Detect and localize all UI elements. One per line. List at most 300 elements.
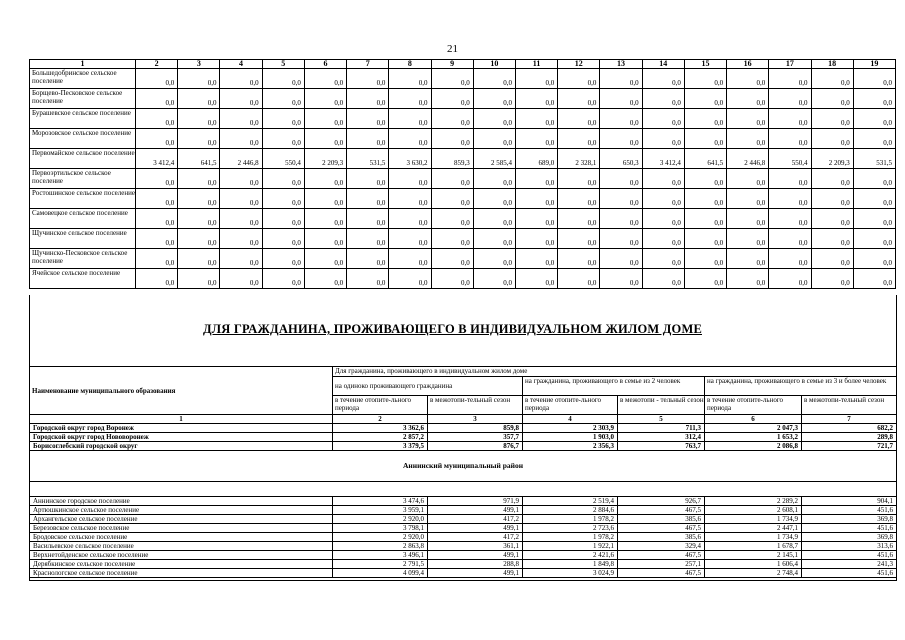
row-value: 650,3	[600, 149, 642, 169]
row-value: 1 978,2	[523, 533, 618, 542]
family3-header: на гражданина, проживающего в семье из 3 и более человек	[705, 377, 897, 396]
nonheating-header: в межотопи - тельный сезон	[618, 396, 705, 415]
row-value: 0,0	[853, 89, 895, 109]
row-value: 0,0	[558, 209, 600, 229]
row-value: 0,0	[389, 69, 431, 89]
row-value: 0,0	[136, 229, 178, 249]
row-value: 0,0	[558, 189, 600, 209]
row-value: 2 791,5	[333, 560, 428, 569]
row-value: 0,0	[558, 69, 600, 89]
table-row	[30, 524, 897, 533]
row-name: Краснологское сельское поселение	[30, 569, 333, 578]
row-value: 0,0	[515, 129, 557, 149]
row-value: 0,0	[811, 229, 853, 249]
row-value: 0,0	[769, 69, 811, 89]
row-value: 0,0	[600, 89, 642, 109]
family2-header: на гражданина, проживающего в семье из 2 человек	[523, 377, 705, 396]
row-value: 904,1	[802, 497, 897, 506]
table-row	[30, 442, 897, 451]
row-value: 0,0	[262, 109, 304, 129]
row-value: 0,0	[600, 229, 642, 249]
row-value: 0,0	[642, 209, 684, 229]
row-value: 0,0	[473, 89, 515, 109]
table-row	[30, 551, 897, 560]
column-number: 1	[30, 60, 136, 69]
row-value: 0,0	[178, 269, 220, 289]
row-name: Архангельское сельское поселение	[30, 515, 333, 524]
row-value: 0,0	[853, 189, 895, 209]
column-number: 7	[802, 415, 897, 424]
row-name: Васильевское сельское поселение	[30, 542, 333, 551]
row-name: Первомайское сельское поселение	[30, 149, 136, 169]
row-value: 0,0	[389, 269, 431, 289]
row-value: 0,0	[220, 229, 262, 249]
row-value: 0,0	[347, 89, 389, 109]
row-value: 0,0	[347, 209, 389, 229]
column-number: 4	[220, 60, 262, 69]
row-value: 0,0	[558, 169, 600, 189]
row-value: 2 356,3	[523, 442, 618, 451]
column-number: 7	[347, 60, 389, 69]
row-value: 241,3	[802, 560, 897, 569]
column-number: 13	[600, 60, 642, 69]
row-value: 0,0	[642, 229, 684, 249]
row-value: 0,0	[347, 189, 389, 209]
row-value: 1 606,4	[705, 560, 802, 569]
row-value: 0,0	[431, 89, 473, 109]
row-value: 0,0	[684, 269, 726, 289]
row-name: Верхнетойденское сельское поселение	[30, 551, 333, 560]
row-name: Городской округ город Нововоронеж	[30, 433, 333, 442]
row-value: 0,0	[684, 169, 726, 189]
row-value: 0,0	[304, 69, 346, 89]
row-value: 0,0	[389, 229, 431, 249]
row-value: 0,0	[558, 269, 600, 289]
column-number: 12	[558, 60, 600, 69]
row-value: 0,0	[178, 249, 220, 269]
row-value: 1 653,2	[705, 433, 802, 442]
row-value: 451,6	[802, 524, 897, 533]
column-number: 2	[333, 415, 428, 424]
row-value: 2 748,4	[705, 569, 802, 578]
row-value: 2 446,8	[220, 149, 262, 169]
row-name: Самовецкое сельское поселение	[30, 209, 136, 229]
row-value: 711,3	[618, 424, 705, 433]
row-value: 3 412,4	[136, 149, 178, 169]
row-value: 0,0	[431, 169, 473, 189]
row-value: 2 303,9	[523, 424, 618, 433]
table-row	[30, 269, 896, 289]
row-value: 0,0	[853, 69, 895, 89]
row-value: 0,0	[642, 169, 684, 189]
row-value: 0,0	[515, 109, 557, 129]
heating-header: в течение отопите-льного периода	[523, 396, 618, 415]
table-row	[30, 433, 897, 442]
table-row	[30, 533, 897, 542]
column-number: 2	[136, 60, 178, 69]
row-value: 0,0	[262, 69, 304, 89]
row-value: 0,0	[220, 249, 262, 269]
row-name: Большедобринское сельское поселение	[30, 69, 136, 89]
name-header: Наименование муниципального образования	[30, 367, 333, 415]
row-value: 0,0	[684, 109, 726, 129]
row-value: 0,0	[600, 249, 642, 269]
row-value: 0,0	[347, 109, 389, 129]
row-value: 0,0	[136, 269, 178, 289]
row-value: 0,0	[347, 229, 389, 249]
row-value: 361,1	[428, 542, 523, 551]
column-number: 3	[178, 60, 220, 69]
row-value: 0,0	[220, 129, 262, 149]
row-value: 0,0	[136, 109, 178, 129]
column-number: 14	[642, 60, 684, 69]
row-value: 0,0	[262, 129, 304, 149]
row-value: 0,0	[178, 69, 220, 89]
row-value: 0,0	[558, 229, 600, 249]
row-value: 451,6	[802, 569, 897, 578]
row-value: 0,0	[136, 69, 178, 89]
row-value: 0,0	[262, 229, 304, 249]
row-value: 0,0	[347, 69, 389, 89]
row-value: 288,8	[428, 560, 523, 569]
row-value: 0,0	[431, 209, 473, 229]
row-name: Артюшкинское сельское поселение	[30, 506, 333, 515]
row-value: 1 922,1	[523, 542, 618, 551]
row-value: 3 362,6	[333, 424, 428, 433]
row-value: 0,0	[727, 229, 769, 249]
row-value: 0,0	[727, 189, 769, 209]
row-value: 2 884,6	[523, 506, 618, 515]
row-value: 0,0	[347, 249, 389, 269]
row-value: 0,0	[853, 249, 895, 269]
row-value: 385,6	[618, 533, 705, 542]
row-value: 2 209,3	[304, 149, 346, 169]
row-value: 0,0	[727, 209, 769, 229]
row-value: 3 412,4	[642, 149, 684, 169]
row-value: 0,0	[684, 129, 726, 149]
row-value: 0,0	[769, 169, 811, 189]
row-value: 0,0	[431, 109, 473, 129]
row-value: 0,0	[431, 229, 473, 249]
row-value: 0,0	[431, 129, 473, 149]
row-value: 0,0	[473, 69, 515, 89]
row-value: 0,0	[220, 189, 262, 209]
row-value: 3 474,6	[333, 497, 428, 506]
row-value: 859,3	[431, 149, 473, 169]
column-number: 6	[705, 415, 802, 424]
row-value: 357,7	[428, 433, 523, 442]
column-number: 5	[262, 60, 304, 69]
row-value: 369,8	[802, 515, 897, 524]
spacer-row	[30, 482, 897, 497]
table-row	[30, 560, 897, 569]
row-value: 0,0	[178, 169, 220, 189]
table-row	[30, 89, 896, 109]
row-value: 0,0	[304, 109, 346, 129]
row-value: 2 145,1	[705, 551, 802, 560]
row-value: 2 421,6	[523, 551, 618, 560]
row-value: 0,0	[684, 209, 726, 229]
row-value: 0,0	[684, 229, 726, 249]
row-value: 0,0	[473, 129, 515, 149]
row-value: 2 519,4	[523, 497, 618, 506]
table-row	[30, 169, 896, 189]
row-value: 0,0	[769, 249, 811, 269]
row-value: 0,0	[136, 89, 178, 109]
row-value: 3 630,2	[389, 149, 431, 169]
row-value: 2 328,1	[558, 149, 600, 169]
row-value: 0,0	[727, 109, 769, 129]
row-value: 2 209,3	[811, 149, 853, 169]
row-value: 0,0	[389, 169, 431, 189]
row-value: 0,0	[178, 189, 220, 209]
row-value: 2 086,8	[705, 442, 802, 451]
row-value: 0,0	[558, 89, 600, 109]
row-name: Березовское сельское поселение	[30, 524, 333, 533]
row-name: Борисоглебский городской округ	[30, 442, 333, 451]
row-value: 0,0	[473, 109, 515, 129]
row-value: 550,4	[262, 149, 304, 169]
column-number: 10	[473, 60, 515, 69]
row-value: 0,0	[769, 269, 811, 289]
row-value: 4 099,4	[333, 569, 428, 578]
row-value: 0,0	[262, 249, 304, 269]
row-value: 689,0	[515, 149, 557, 169]
row-value: 0,0	[136, 169, 178, 189]
column-number: 9	[431, 60, 473, 69]
column-number: 8	[389, 60, 431, 69]
row-value: 451,6	[802, 551, 897, 560]
row-value: 0,0	[811, 269, 853, 289]
row-value: 0,0	[811, 169, 853, 189]
heating-header: в течение отопите-льного периода	[705, 396, 802, 415]
row-value: 385,6	[618, 515, 705, 524]
row-value: 0,0	[853, 129, 895, 149]
row-value: 0,0	[811, 129, 853, 149]
row-value: 0,0	[304, 129, 346, 149]
column-number: 5	[618, 415, 705, 424]
row-value: 0,0	[473, 209, 515, 229]
row-value: 0,0	[304, 229, 346, 249]
row-value: 763,7	[618, 442, 705, 451]
row-value: 550,4	[769, 149, 811, 169]
row-value: 0,0	[558, 249, 600, 269]
row-value: 0,0	[811, 89, 853, 109]
row-value: 0,0	[304, 209, 346, 229]
row-value: 0,0	[642, 89, 684, 109]
row-value: 0,0	[304, 189, 346, 209]
row-value: 721,7	[802, 442, 897, 451]
row-value: 417,2	[428, 515, 523, 524]
row-value: 0,0	[642, 109, 684, 129]
row-value: 0,0	[727, 69, 769, 89]
table-row	[30, 129, 896, 149]
row-value: 0,0	[769, 109, 811, 129]
row-name: Бродовское сельское поселение	[30, 533, 333, 542]
row-name: Ячейское сельское поселение	[30, 269, 136, 289]
nonheating-header: в межотопи-тельный сезон	[802, 396, 897, 415]
row-name: Дерябкинское сельское поселение	[30, 560, 333, 569]
row-value: 0,0	[600, 109, 642, 129]
row-value: 0,0	[769, 89, 811, 109]
row-value: 2 920,0	[333, 515, 428, 524]
row-name: Морозовское сельское поселение	[30, 129, 136, 149]
row-value: 0,0	[853, 109, 895, 129]
row-value: 0,0	[347, 269, 389, 289]
row-value: 467,5	[618, 506, 705, 515]
column-number: 1	[30, 415, 333, 424]
row-value: 499,1	[428, 524, 523, 533]
row-value: 3 959,1	[333, 506, 428, 515]
row-value: 0,0	[515, 229, 557, 249]
column-number: 4	[523, 415, 618, 424]
row-name: Бурашевское сельское поселение	[30, 109, 136, 129]
column-number-row	[30, 415, 897, 424]
bottom-table	[29, 366, 897, 578]
row-value: 0,0	[558, 129, 600, 149]
row-value: 0,0	[853, 229, 895, 249]
row-value: 0,0	[431, 69, 473, 89]
row-value: 0,0	[600, 269, 642, 289]
row-value: 0,0	[473, 269, 515, 289]
row-name: Аннинское городское поселение	[30, 497, 333, 506]
row-value: 0,0	[431, 249, 473, 269]
table-row	[30, 149, 896, 169]
row-value: 0,0	[515, 269, 557, 289]
row-value: 0,0	[515, 169, 557, 189]
group-header: Для гражданина, проживающего в индивидуальном жилом доме	[333, 367, 897, 377]
row-value: 0,0	[515, 69, 557, 89]
row-value: 0,0	[727, 89, 769, 109]
row-value: 0,0	[220, 109, 262, 129]
row-value: 926,7	[618, 497, 705, 506]
row-value: 0,0	[684, 249, 726, 269]
row-value: 0,0	[600, 209, 642, 229]
nonheating-header: в межотопи-тельный сезон	[428, 396, 523, 415]
row-value: 0,0	[178, 109, 220, 129]
row-value: 641,5	[684, 149, 726, 169]
row-value: 0,0	[304, 89, 346, 109]
row-value: 3 798,1	[333, 524, 428, 533]
table-row	[30, 249, 896, 269]
table-row	[30, 515, 897, 524]
row-value: 0,0	[769, 129, 811, 149]
row-value: 0,0	[853, 209, 895, 229]
row-value: 0,0	[811, 109, 853, 129]
row-value: 0,0	[600, 69, 642, 89]
row-value: 0,0	[769, 189, 811, 209]
row-value: 0,0	[136, 249, 178, 269]
row-value: 0,0	[304, 169, 346, 189]
table-row	[30, 497, 897, 506]
row-value: 0,0	[136, 189, 178, 209]
row-value: 0,0	[389, 209, 431, 229]
row-value: 0,0	[684, 189, 726, 209]
column-number: 6	[304, 60, 346, 69]
column-number: 16	[727, 60, 769, 69]
row-value: 0,0	[178, 89, 220, 109]
row-value: 0,0	[304, 269, 346, 289]
row-value: 467,5	[618, 524, 705, 533]
row-value: 0,0	[262, 189, 304, 209]
column-number: 17	[769, 60, 811, 69]
row-name: Щучинское сельское поселение	[30, 229, 136, 249]
row-value: 499,1	[428, 569, 523, 578]
column-number: 3	[428, 415, 523, 424]
row-value: 531,5	[347, 149, 389, 169]
top-table	[29, 59, 896, 289]
table-row	[30, 69, 896, 89]
table-row	[30, 109, 896, 129]
row-value: 0,0	[473, 189, 515, 209]
row-name: Первоэртильское сельское поселение	[30, 169, 136, 189]
row-name: Городской округ город Воронеж	[30, 424, 333, 433]
row-value: 0,0	[220, 269, 262, 289]
row-value: 971,9	[428, 497, 523, 506]
row-value: 0,0	[642, 249, 684, 269]
row-value: 0,0	[811, 189, 853, 209]
row-value: 0,0	[684, 89, 726, 109]
row-value: 313,6	[802, 542, 897, 551]
row-value: 1 978,2	[523, 515, 618, 524]
column-number: 15	[684, 60, 726, 69]
row-value: 0,0	[220, 209, 262, 229]
row-value: 0,0	[600, 169, 642, 189]
row-value: 0,0	[220, 69, 262, 89]
table-row	[30, 189, 896, 209]
row-name: Щучинско-Песковское сельское поселение	[30, 249, 136, 269]
row-value: 859,8	[428, 424, 523, 433]
row-value: 0,0	[347, 169, 389, 189]
row-value: 0,0	[515, 189, 557, 209]
row-value: 0,0	[515, 89, 557, 109]
row-value: 0,0	[389, 129, 431, 149]
heating-header: в течение отопите-льного периода	[333, 396, 428, 415]
row-value: 0,0	[304, 249, 346, 269]
row-value: 0,0	[262, 89, 304, 109]
row-value: 0,0	[727, 249, 769, 269]
row-value: 0,0	[515, 249, 557, 269]
column-number-row	[30, 60, 896, 69]
row-value: 0,0	[515, 209, 557, 229]
row-value: 0,0	[262, 209, 304, 229]
row-value: 467,5	[618, 551, 705, 560]
row-value: 2 047,3	[705, 424, 802, 433]
row-value: 0,0	[389, 189, 431, 209]
row-value: 257,1	[618, 560, 705, 569]
row-value: 0,0	[473, 229, 515, 249]
table-row	[30, 229, 896, 249]
row-value: 2 723,6	[523, 524, 618, 533]
column-number: 19	[853, 60, 895, 69]
row-value: 0,0	[811, 249, 853, 269]
row-value: 0,0	[642, 189, 684, 209]
row-value: 1 849,8	[523, 560, 618, 569]
row-value: 1 903,0	[523, 433, 618, 442]
row-value: 451,6	[802, 506, 897, 515]
row-value: 0,0	[431, 269, 473, 289]
row-value: 289,8	[802, 433, 897, 442]
row-value: 2 863,8	[333, 542, 428, 551]
row-value: 0,0	[769, 209, 811, 229]
single-header: на одиноко проживающего гражданина	[333, 377, 523, 396]
row-value: 3 024,9	[523, 569, 618, 578]
row-value: 0,0	[769, 229, 811, 249]
row-value: 1 734,9	[705, 515, 802, 524]
row-value: 2 289,2	[705, 497, 802, 506]
row-value: 0,0	[389, 89, 431, 109]
row-value: 3 379,5	[333, 442, 428, 451]
